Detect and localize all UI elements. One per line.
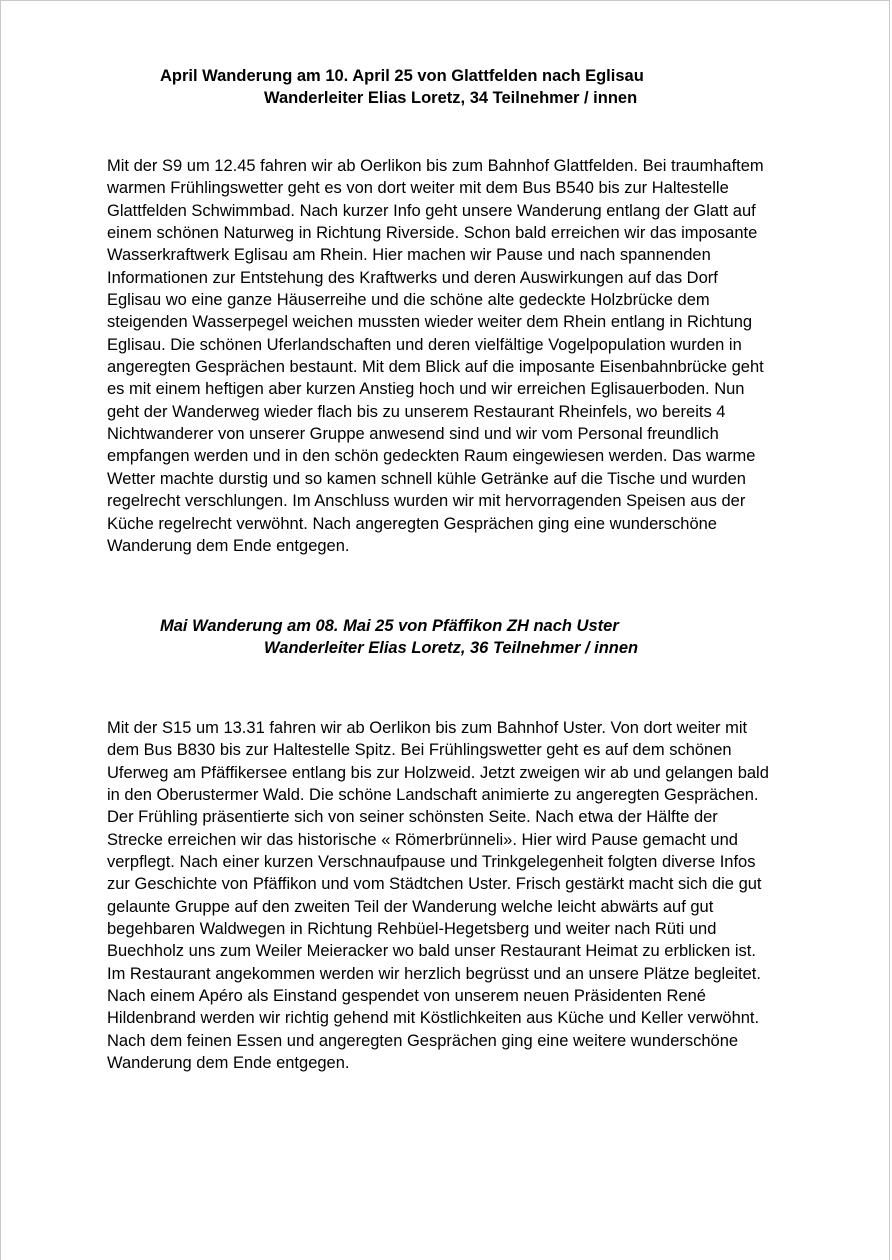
body-line: Wanderung dem Ende entgegen. xyxy=(107,1054,350,1073)
body-line: Nichtwanderer von unserer Gruppe anwesend sind und wir vom Personal freundlich xyxy=(107,425,719,444)
body-line: Eglisau. Die schönen Uferlandschaften und deren vielfältige Vogelpopulation wurden in xyxy=(107,335,742,354)
body-line: Strecke erreichen wir das historische « Römerbrünneli». Hier wird Pause gemacht und xyxy=(107,830,738,849)
body-line: regelrecht verschlungen. Im Anschluss wurden wir mit hervorragenden Speisen aus der xyxy=(107,492,746,511)
body-line: angeregten Gesprächen bestaunt. Mit dem Blick auf die imposante Eisenbahnbrücke geht xyxy=(107,358,764,377)
section-body xyxy=(107,717,837,1075)
body-line: Im Restaurant angekommen werden wir herzlich begrüsst und an unsere Plätze begleitet. xyxy=(107,964,761,983)
body-line: empfangen werden und in den schön gedeckten Raum eingewiesen werden. Das warme xyxy=(107,447,756,466)
body-line: Mit der S9 um 12.45 fahren wir ab Oerlikon bis zum Bahnhof Glattfelden. Bei traumhaftem xyxy=(107,157,764,175)
body-line: warmen Frühlingswetter geht es von dort weiter mit dem Bus B540 bis zur Haltestelle xyxy=(107,179,729,198)
section-subtitle: Wanderleiter Elias Loretz, 36 Teilnehmer / innen xyxy=(264,639,639,657)
body-line: Wanderung dem Ende entgegen. xyxy=(107,536,350,555)
body-line: geht der Wanderweg wieder flach bis zu unserem Restaurant Rheinfels, wo bereits 4 xyxy=(107,402,726,421)
body-line: Buechholz uns zum Weiler Meieracker wo bald unser Restaurant Heimat zu erblicken ist. xyxy=(107,942,756,961)
body-line: steigenden Wasserpegel weichen mussten wieder weiter dem Rhein entlang in Richtung xyxy=(107,313,753,332)
body-line: Wasserkraftwerk Eglisau am Rhein. Hier machen wir Pause und nach spannenden xyxy=(107,246,711,265)
section-body xyxy=(107,155,837,557)
body-line: zur Geschichte von Pfäffikon und vom Städtchen Uster. Frisch gestärkt macht sich die gut xyxy=(107,875,762,894)
body-line: Mit der S15 um 13.31 fahren wir ab Oerlikon bis zum Bahnhof Uster. Von dort weiter mit xyxy=(107,719,748,737)
body-line: Eglisau wo eine ganze Häuserreihe und die schöne alte gedeckte Holzbrücke dem xyxy=(107,291,710,310)
body-line: gelaunte Gruppe auf den zweiten Teil der Wanderung welche leicht abwärts auf gut xyxy=(107,897,714,916)
body-line: Küche regelrecht verwöhnt. Nach angeregten Gesprächen ging eine wunderschöne xyxy=(107,514,717,533)
section-title: Mai Wanderung am 08. Mai 25 von Pfäffikon ZH nach Uster xyxy=(160,617,619,635)
body-line: verpflegt. Nach einer kurzen Verschnaufpause und Trinkgelegenheit folgten diverse Infos xyxy=(107,853,756,872)
body-line: dem Bus B830 bis zur Haltestelle Spitz. Bei Frühlingswetter geht es auf dem schönen xyxy=(107,741,732,760)
section-title: April Wanderung am 10. April 25 von Glattfelden nach Eglisau xyxy=(160,67,644,85)
body-line: Uferweg am Pfäffikersee entlang bis zur Holzweid. Jetzt zweigen wir ab und gelangen bald xyxy=(107,763,769,782)
body-line: Der Frühling präsentierte sich von seiner schönsten Seite. Nach etwa der Hälfte der xyxy=(107,808,718,827)
body-line: Nach einem Apéro als Einstand gespendet von unserem neuen Präsidenten René xyxy=(107,987,706,1006)
body-line: einem schönen Naturweg in Richtung Riverside. Schon bald erreichen wir das imposante xyxy=(107,224,758,243)
body-line: Glattfelden Schwimmbad. Nach kurzer Info geht unsere Wanderung entlang der Glatt auf xyxy=(107,201,756,220)
body-line: begehbaren Waldwegen in Richtung Rehbüel-Hegetsberg und weiter nach Rüti und xyxy=(107,920,717,939)
body-line: es mit einem heftigen aber kurzen Anstieg hoch und wir erreichen Eglisauerboden. Nun xyxy=(107,380,745,399)
section-subtitle: Wanderleiter Elias Loretz, 34 Teilnehmer / innen xyxy=(264,89,638,107)
body-line: in den Oberustermer Wald. Die schöne Landschaft animierte zu angeregten Gesprächen. xyxy=(107,786,759,805)
body-line: Wetter machte durstig und so kamen schnell kühle Getränke auf die Tische und wurden xyxy=(107,469,746,488)
body-line: Nach dem feinen Essen und angeregten Gesprächen ging eine weitere wunderschöne xyxy=(107,1031,739,1050)
body-line: Informationen zur Entstehung des Kraftwerks und deren Auswirkungen auf das Dorf xyxy=(107,268,718,287)
body-line: Hildenbrand werden wir richtig gehend mit Köstlichkeiten aus Küche und Keller verwöhnt. xyxy=(107,1009,760,1028)
